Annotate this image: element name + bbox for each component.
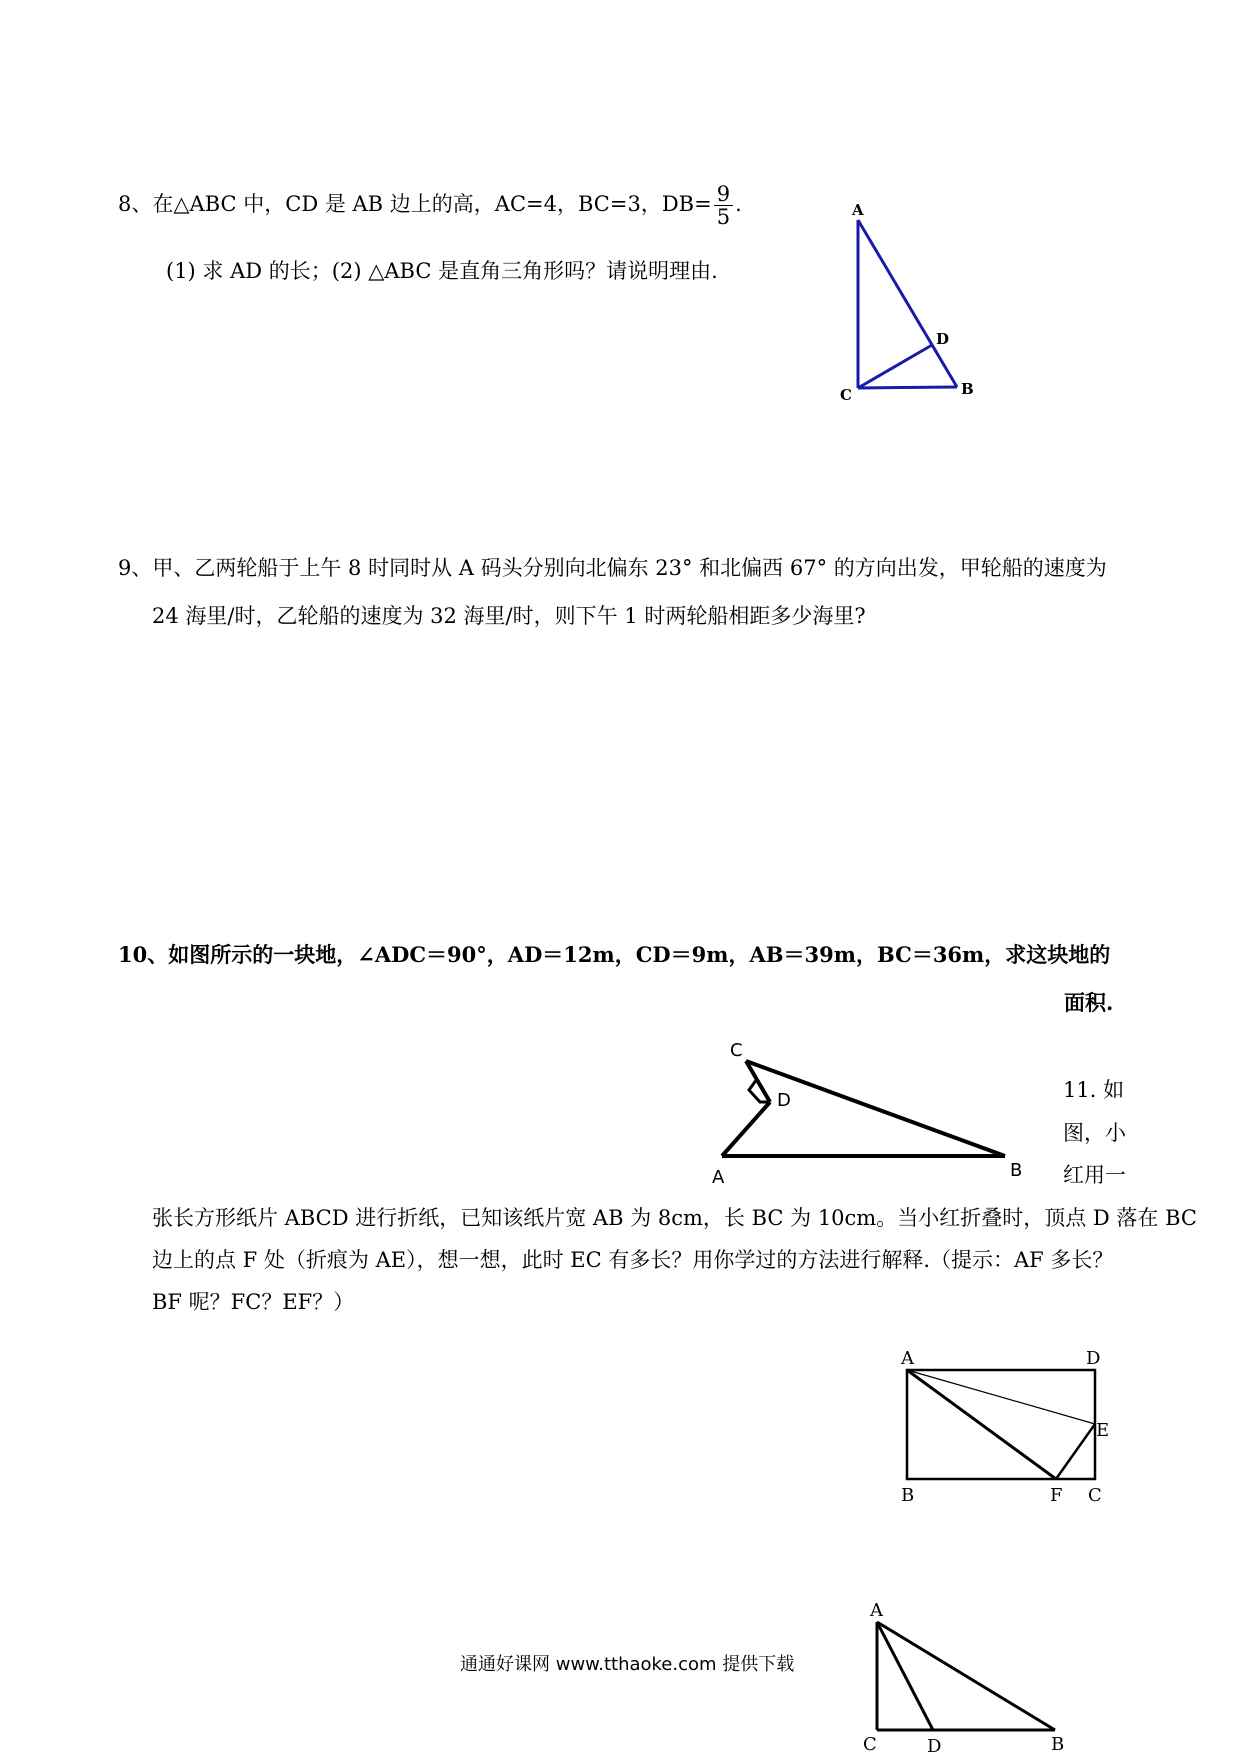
q8-stem-line — [118, 183, 742, 228]
q11-figure — [890, 1338, 1120, 1513]
bottom-label-b: B — [1051, 1734, 1065, 1754]
q10-line-da — [722, 1102, 770, 1156]
q11-side2: 图，小 — [1063, 1121, 1126, 1145]
q9-text1: 甲、乙两轮船于上午 8 时同时从 A 码头分别向北偏东 23° 和北偏西 67° 的方向出发，甲轮船的速度为 — [152, 556, 1107, 580]
q9-line2: 24 海里/时，乙轮船的速度为 32 海里/时，则下午 1 时两轮船相距多少海里? — [152, 604, 866, 628]
q11-line2: 边上的点 F 处（折痕为 AE），想一想，此时 EC 有多长？用你学过的方法进行解释.（提示：AF 多长？ — [152, 1248, 1114, 1272]
q8-stem: 在△ABC 中，CD 是 AB 边上的高，AC=4，BC=3，DB= — [152, 192, 712, 216]
q11-line3: BF 呢？FC？EF？） — [152, 1290, 355, 1314]
q8-label-b: B — [961, 380, 974, 398]
q11-label-a: A — [901, 1348, 914, 1369]
q10-text1: 如图所示的一块地，∠ADC＝90°，AD＝12m，CD＝9m，AB＝39m，BC＝36m，求这块地的 — [168, 942, 1111, 967]
bottom-label-c: C — [863, 1734, 877, 1754]
q8-figure — [830, 195, 980, 410]
q11-line-af — [907, 1370, 1056, 1479]
q10-figure — [700, 1035, 1030, 1190]
q8-end: . — [735, 192, 742, 216]
q10-label-a: A — [712, 1167, 725, 1188]
q10-label-c: C — [730, 1040, 743, 1061]
q8-frac-den: 5 — [716, 205, 731, 229]
q10-line2: 面积. — [1064, 990, 1114, 1015]
q8-parts: (1) 求 AD 的长；(2) △ABC 是直角三角形吗？请说明理由. — [166, 259, 718, 283]
q11-label-b: B — [901, 1485, 915, 1506]
q11-label-c: C — [1088, 1485, 1102, 1506]
bottom-label-a: A — [870, 1600, 883, 1621]
q11-side1: 11. 如 — [1063, 1078, 1125, 1102]
q8-line-ab — [858, 220, 957, 387]
q11-label-d: D — [1086, 1348, 1101, 1369]
q11-side3: 红用一 — [1063, 1163, 1126, 1187]
q10-number: 10、 — [118, 942, 169, 967]
bottom-figure — [855, 1598, 1075, 1754]
q11-label-e: E — [1096, 1420, 1110, 1441]
q10-label-d: D — [777, 1090, 791, 1111]
q8-line-cd — [858, 345, 932, 388]
q10-label-b: B — [1010, 1160, 1023, 1181]
q9-number: 9、 — [118, 556, 153, 580]
q8-label-a: A — [852, 201, 864, 219]
q8-label-c: C — [840, 386, 852, 404]
q9-line1 — [118, 553, 1107, 583]
q11-line-fe — [1056, 1424, 1095, 1479]
q11-line1: 张长方形纸片 ABCD 进行折纸，已知该纸片宽 AB 为 8cm，长 BC 为 10cm。当小红折叠时，顶点 D 落在 BC — [152, 1206, 1197, 1230]
q10-line1 — [118, 940, 1110, 970]
q8-line-cb — [858, 387, 957, 388]
page-footer: 通通好课网 www.tthaoke.com 提供下载 — [460, 1654, 795, 1675]
q8-label-d: D — [936, 330, 950, 348]
q8-fraction — [714, 183, 733, 228]
q8-frac-num: 9 — [714, 183, 733, 206]
q8-number: 8、 — [118, 192, 153, 216]
q11-line-ae — [907, 1370, 1095, 1424]
q11-label-f: F — [1050, 1485, 1063, 1506]
bottom-label-d: D — [927, 1736, 942, 1754]
